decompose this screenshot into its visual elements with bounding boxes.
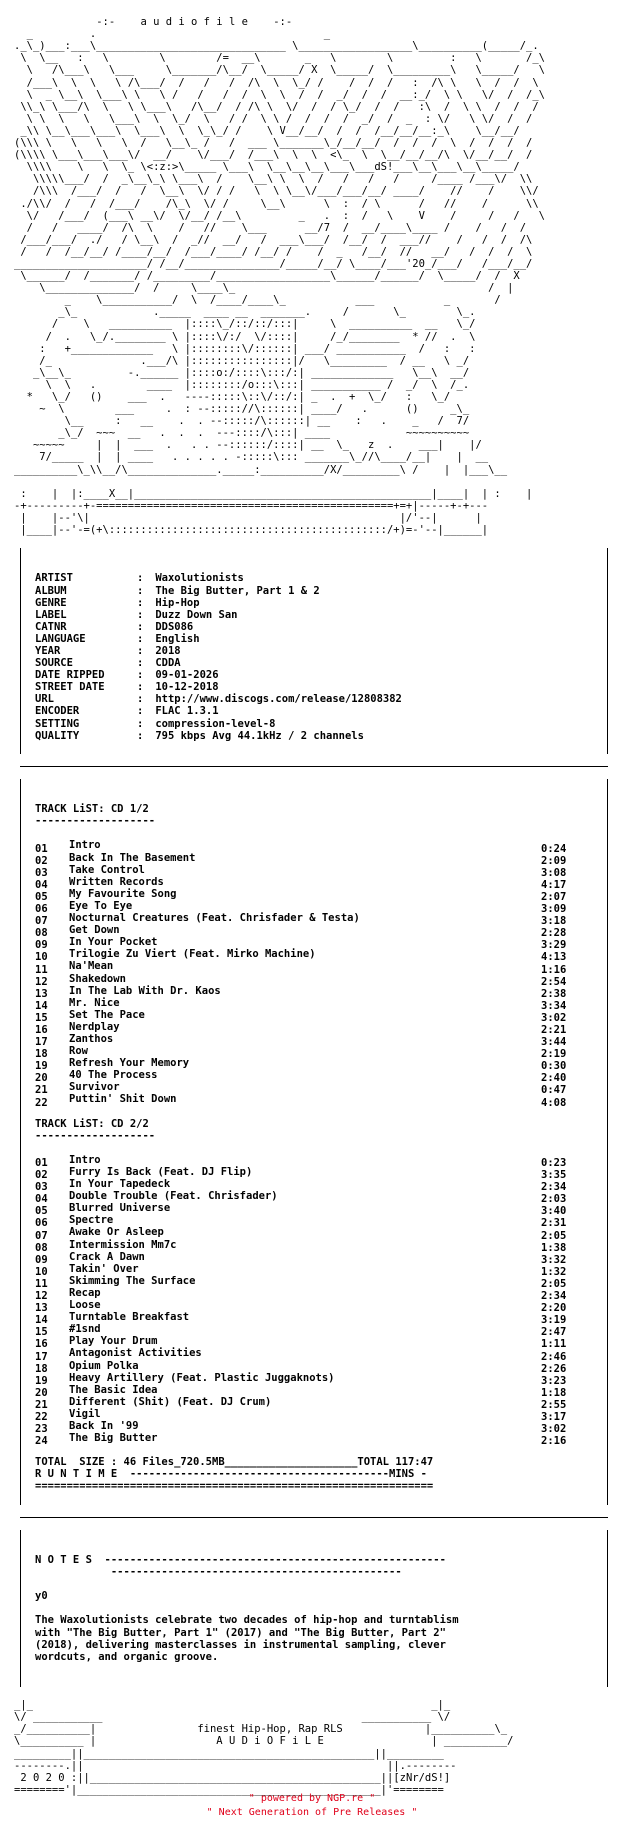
track-title: The Basic Idea <box>69 1383 158 1396</box>
track-number: 20 <box>35 1386 48 1399</box>
notes-line: (2018), delivering masterclasses in instrumental sampling, clever <box>35 1638 446 1651</box>
track-number: 15 <box>35 1011 48 1024</box>
track-title: Takin' Over <box>69 1262 139 1275</box>
track-title: My Favourite Song <box>69 887 177 900</box>
bottom-brand: A U D i O F i L E <box>216 1735 324 1748</box>
track-row <box>35 1262 593 1278</box>
track-title: Turntable Breakfast <box>69 1311 190 1324</box>
track-number: 12 <box>35 1290 48 1303</box>
track-title: Different (Shit) (Feat. DJ Crum) <box>69 1395 272 1408</box>
track-title: Heavy Artillery (Feat. Plastic Juggaknots) <box>69 1371 335 1384</box>
track-number: 01 <box>35 1157 48 1169</box>
track-number: 12 <box>35 975 48 988</box>
info-row <box>35 645 593 657</box>
track-row <box>35 960 593 976</box>
track-number: 24 <box>35 1435 48 1448</box>
track-row <box>35 1081 593 1097</box>
track-number: 04 <box>35 1193 48 1206</box>
bottom-credit: [zNr/dS!] <box>393 1771 451 1784</box>
info-row <box>35 681 593 693</box>
track-title: Double Trouble (Feat. Chrisfader) <box>69 1190 278 1203</box>
track-row <box>35 1057 593 1073</box>
track-duration: 4:08 <box>541 1096 567 1109</box>
track-title: Skimming The Surface <box>69 1274 196 1287</box>
info-value: Hip-Hop <box>155 596 200 609</box>
ascii-art-header: -:- a u d i o f i l e -:- _ . _ ._\_)___:___\______________________________ \__________________\__________(_____/_. \ \__ : \ \ /= __\ _ \ \ : \ /_\ \ /\___\ \___ \_______/\__/ \_____/ X \_____/ \_________\ \_____/ \ /___\ \ \ \ /\___/ / / / /\ \ \_/ / / / / : /\ \ \ / / \ \ _ \__\ \___\ \ \ / / / / \ \ / / _/ / / __:_/ \ \ \/ / /_\ \\_\ \___/\ \ \ \___\ /\__/ / /\ \ \/ / / \_/ / / :\ / \ \ / / / \ \ \ \ \___\ \ \_/ \ / / \ \ / / / / _/ / _ : \/ \ \/ / / _\\ \__\___\___\ \___\ \ \_\_/ / \ V__/__/ / / /__/__/__:_\ \__/__/ (\\\ \ \ \ \ / \__\_ / / ___ \_______\_/__/__/ / / / \ / / / / (\\\\ \___\___\___\/ __/ \/___/ /___\ \ \ <\_ \ \__/__/__/\ \/__/__/ / \\\\ \ \ \_ \<:z:>\_____ \___\ \__\__\__\___\___dS!___\__\___\__\_____/ \\\\\___/ / _\__\_\ \___\ / \__\ \ \ / / / / /____ /___\/ \\ /\\\ /___/ / / \__\ \/ / / \ \ \__\/___/___/__/ ____/ // / \\/ ./\\/ / / /___/ /\_\ \/ / \__\ \ : / \ / // / \\ \/ /___/ (___\ __\/ \/__/ /__\ _ . : / \ V / / / \ / / ____/ /\ \ / // \___ __/7 / __/____\____ / / / / /___/___/ ./ / \__\ / _// __/ / ___\___/ /__/ / ___// / / / /\ / / /__/__/ /____/__/ /___/____/ /__/ / / _ /__/ // __/ / / / \ _____________________/ /__/_______________/_____/__/ \____/___'20_/___/ /___/__/ \______/ /_______/ /_________/__________________\______/______/ \_____/ / X \______________/ / \____\_ / | _ \___________/ \ /____/____\_ ___ _ / _\_ ._____ ____ __ _______. / \_ \_. / \ __________ |::::\_/::/::/:::| \ __________ __ \_/ / . \_/.________ \ |::::\/:/ \/::::| /_/________ * // . \ : +_____________ \ |::::::::\/::::::| ___/ ___________ / : : /_ .___/\ |::::::::::::::::|/ \_________ / __ \ _/ _\__\_ -.______ |::::o:/::::\:::/:| _____________ \__\ __/ \ \ . ____ |::::::::/o:::\:::| ___________ / _/ \ /_. * \_/ () ___ . ----:::::\::\/::/:| _ . + \_/ : \_/ ~ \ ___ . : --::::://\::::::| ____/ . () _\_ \__ : __ . . --:::::/\::::::| __ : . _ / 7/ _\_/ ~~~ __ . . . ---::::/\:::| ____ ~~~~~~~~~~ ~~~~~ | | ___ . . . --::::::/::::| __ \_ z . ___| |/ 7/_____ | | ____ . . . . . -:::::\::: _______\_//\____/__| | __ __________\_\\__/\______________._____:__________/X/_________\ / | |___\__ <box>14 16 558 476</box>
track-duration: 2:20 <box>541 1302 567 1315</box>
track-duration: 3:02 <box>541 1423 567 1436</box>
info-separator: : <box>137 620 144 633</box>
track-title: Antagonist Activities <box>69 1347 202 1360</box>
track-number: 17 <box>35 1350 48 1363</box>
track-duration: 3:40 <box>541 1205 567 1218</box>
track-row <box>35 1383 593 1399</box>
track-number: 16 <box>35 1023 48 1036</box>
track-number: 11 <box>35 1277 48 1290</box>
track-number: 03 <box>35 866 48 879</box>
info-separator: : <box>137 572 144 585</box>
track-title: In Your Tapedeck <box>69 1178 171 1191</box>
info-value: CDDA <box>155 657 181 670</box>
info-key: ARTIST <box>35 572 73 585</box>
track-title: Get Down <box>69 924 120 937</box>
info-row <box>35 597 593 609</box>
track-row <box>35 1178 593 1194</box>
track-row <box>35 863 593 879</box>
track-number: 06 <box>35 1217 48 1230</box>
track-row <box>35 1419 593 1436</box>
track-number: 14 <box>35 1314 48 1327</box>
track-number: 21 <box>35 1398 48 1411</box>
track-number: 07 <box>35 915 48 928</box>
runtime-rule: =============================================================== <box>35 1480 434 1493</box>
track-number: 13 <box>35 987 48 1000</box>
track-number: 19 <box>35 1374 48 1387</box>
runtime-line: R U N T I M E -----------------------------------------MINS - <box>35 1468 427 1481</box>
track-duration: 1:18 <box>541 1386 567 1399</box>
info-separator: : <box>137 644 144 657</box>
info-value: 2018 <box>155 644 181 657</box>
track-title: Zanthos <box>69 1032 114 1045</box>
info-key: QUALITY <box>35 729 80 742</box>
track-title: Take Control <box>69 863 145 876</box>
track-number: 13 <box>35 1302 48 1315</box>
info-list <box>35 572 593 741</box>
track-title: Mr. Nice <box>69 996 120 1009</box>
track-row <box>35 1395 593 1411</box>
track-duration: 2:31 <box>541 1217 567 1230</box>
cd1-heading-underline: ------------------- <box>35 815 156 828</box>
track-title: Nerdplay <box>69 1020 120 1033</box>
cd1-track-list <box>35 839 593 1109</box>
info-row <box>35 633 593 645</box>
track-title: In The Lab With Dr. Kaos <box>69 984 221 997</box>
info-row <box>35 621 593 633</box>
track-title: Crack A Dawn <box>69 1250 145 1263</box>
track-row <box>35 1371 593 1387</box>
track-row <box>35 1032 593 1049</box>
footer-line-1: " powered by NGP.re " <box>248 1793 376 1804</box>
track-duration: 3:44 <box>541 1036 567 1049</box>
track-title: Opium Polka <box>69 1359 139 1372</box>
track-row <box>35 1020 593 1036</box>
track-duration: 3:34 <box>541 999 567 1012</box>
track-title: Play Your Drum <box>69 1335 158 1348</box>
track-row <box>35 1045 593 1061</box>
track-duration: 3:02 <box>541 1011 567 1024</box>
track-title: Survivor <box>69 1081 120 1094</box>
track-number: 03 <box>35 1181 48 1194</box>
info-row <box>35 718 593 730</box>
track-number: 04 <box>35 878 48 891</box>
track-duration: 2:34 <box>541 1290 567 1303</box>
track-title: Loose <box>69 1299 101 1312</box>
track-row <box>35 972 593 988</box>
track-duration: 2:47 <box>541 1326 567 1339</box>
track-number: 10 <box>35 1265 48 1278</box>
track-title: Trilogie Zu Viert (Feat. Mirko Machine) <box>69 948 316 961</box>
track-number: 20 <box>35 1072 48 1085</box>
track-row <box>35 1311 593 1327</box>
track-duration: 2:05 <box>541 1277 567 1290</box>
track-number: 15 <box>35 1326 48 1339</box>
track-title: Nocturnal Creatures (Feat. Chrisfader & Testa) <box>69 912 360 925</box>
track-duration: 2:38 <box>541 987 567 1000</box>
info-row <box>35 730 593 742</box>
track-duration: 2:16 <box>541 1435 567 1448</box>
track-number: 14 <box>35 999 48 1012</box>
info-separator: : <box>137 669 144 682</box>
track-row <box>35 1202 593 1218</box>
cd1-heading: TRACK LiST: CD 1/2 <box>35 803 149 816</box>
info-key: SETTING <box>35 717 80 730</box>
track-title: Furry Is Back (Feat. DJ Flip) <box>69 1166 253 1178</box>
track-duration: 2:19 <box>541 1048 567 1061</box>
track-title: Blurred Universe <box>69 1202 171 1215</box>
track-title: 40 The Process <box>69 1069 158 1082</box>
track-duration: 0:30 <box>541 1060 567 1073</box>
info-value: Waxolutionists <box>155 572 244 585</box>
track-title: Intermission Mm7c <box>69 1238 177 1251</box>
track-number: 08 <box>35 1241 48 1254</box>
info-key: STREET DATE <box>35 681 105 694</box>
track-duration: 3:23 <box>541 1374 567 1387</box>
info-row <box>35 609 593 621</box>
total-size-line: TOTAL SIZE : 46 Files_720.5MB_____________________TOTAL 117:47 <box>35 1456 434 1469</box>
track-number: 05 <box>35 890 48 903</box>
info-key: SOURCE <box>35 657 73 670</box>
track-number: 09 <box>35 1253 48 1266</box>
info-value: FLAC 1.3.1 <box>155 705 219 718</box>
track-number: 21 <box>35 1084 48 1097</box>
track-row <box>35 875 593 891</box>
tracklist-section <box>20 779 608 1505</box>
notes-greeting: y0 <box>35 1590 48 1603</box>
bottom-tagline: finest Hip-Hop, Rap RLS <box>197 1723 343 1736</box>
track-row <box>35 1166 593 1182</box>
info-separator: : <box>137 608 144 621</box>
info-value: DDS086 <box>155 620 194 633</box>
track-title: Refresh Your Memory <box>69 1057 190 1070</box>
track-duration: 2:40 <box>541 1072 567 1085</box>
track-duration: 4:13 <box>541 951 567 964</box>
notes-heading: N O T E S ------------------------------------------------------ <box>35 1554 446 1566</box>
info-key: DATE RIPPED <box>35 669 105 682</box>
track-row <box>35 1238 593 1254</box>
track-row <box>35 1432 593 1448</box>
track-duration: 3:17 <box>541 1410 567 1423</box>
info-separator: : <box>137 632 144 645</box>
track-row <box>35 984 593 1000</box>
info-separator: : <box>137 657 144 670</box>
track-duration: 3:09 <box>541 903 567 916</box>
track-duration: 4:17 <box>541 878 567 891</box>
info-value: Duzz Down San <box>155 608 238 621</box>
track-number: 08 <box>35 927 48 940</box>
track-duration: 0:47 <box>541 1084 567 1097</box>
track-number: 10 <box>35 951 48 964</box>
info-row <box>35 572 593 584</box>
track-duration: 2:26 <box>541 1362 567 1375</box>
track-row <box>35 1250 593 1266</box>
track-number: 23 <box>35 1423 48 1436</box>
track-duration: 2:46 <box>541 1350 567 1363</box>
track-title: Eye To Eye <box>69 899 133 912</box>
track-duration: 2:09 <box>541 854 567 867</box>
track-row <box>35 887 593 903</box>
track-duration: 1:32 <box>541 1265 567 1278</box>
track-row <box>35 1008 593 1024</box>
track-title: Puttin' Shit Down <box>69 1093 177 1106</box>
info-separator: : <box>137 705 144 718</box>
info-separator: : <box>137 717 144 730</box>
track-duration: 3:18 <box>541 915 567 928</box>
track-title: Written Records <box>69 875 164 888</box>
track-number: 17 <box>35 1036 48 1049</box>
track-duration: 0:24 <box>541 842 567 855</box>
info-value: 795 kbps Avg 44.1kHz / 2 channels <box>155 729 364 742</box>
info-row <box>35 693 593 705</box>
track-duration: 0:23 <box>541 1157 567 1169</box>
notes-text <box>35 1614 593 1662</box>
track-duration: 2:55 <box>541 1398 567 1411</box>
track-row <box>35 1347 593 1363</box>
info-key: LANGUAGE <box>35 632 86 645</box>
track-duration: 1:16 <box>541 963 567 976</box>
notes-line: The Waxolutionists celebrate two decades of hip-hop and turntablism <box>35 1614 459 1627</box>
info-key: ALBUM <box>35 584 67 597</box>
track-number: 22 <box>35 1410 48 1423</box>
track-duration: 2:07 <box>541 890 567 903</box>
track-row <box>35 1335 593 1351</box>
track-title: Spectre <box>69 1214 114 1227</box>
track-title: Na'Mean <box>69 960 114 973</box>
track-row <box>35 996 593 1012</box>
track-duration: 2:34 <box>541 1181 567 1194</box>
track-duration: 2:54 <box>541 975 567 988</box>
track-row <box>35 948 593 964</box>
track-title: Recap <box>69 1286 101 1299</box>
info-value: http://www.discogs.com/release/12808382 <box>155 693 402 706</box>
track-duration: 1:11 <box>541 1338 567 1351</box>
track-title: #1snd <box>69 1323 101 1336</box>
info-value: 10-12-2018 <box>155 681 219 694</box>
track-row <box>35 1226 593 1242</box>
art-year-tag: '20 <box>405 257 425 270</box>
track-duration: 3:32 <box>541 1253 567 1266</box>
divider <box>20 766 608 767</box>
track-title: Shakedown <box>69 972 126 985</box>
notes-section <box>20 1530 608 1687</box>
track-title: Vigil <box>69 1407 101 1420</box>
track-title: Back In The Basement <box>69 851 196 864</box>
track-number: 06 <box>35 903 48 916</box>
track-row <box>35 1214 593 1230</box>
divider <box>20 1517 608 1518</box>
track-title: Intro <box>69 839 101 852</box>
info-separator: : <box>137 584 144 597</box>
track-row <box>35 1323 593 1339</box>
notes-heading-rule: ---------------------------------------------- <box>35 1566 402 1579</box>
footer-line-2: " Next Generation of Pre Releases " <box>206 1807 418 1818</box>
track-number: 07 <box>35 1229 48 1242</box>
track-number: 22 <box>35 1096 48 1109</box>
info-row <box>35 669 593 681</box>
track-number: 19 <box>35 1060 48 1073</box>
track-duration: 3:19 <box>541 1314 567 1327</box>
track-duration: 3:35 <box>541 1169 567 1182</box>
track-title: The Big Butter <box>69 1432 158 1445</box>
track-number: 02 <box>35 1169 48 1182</box>
track-row <box>35 1407 593 1423</box>
info-separator: : <box>137 693 144 706</box>
track-duration: 2:28 <box>541 927 567 940</box>
track-row <box>35 1069 593 1085</box>
info-key: ENCODER <box>35 705 80 718</box>
info-value: The Big Butter, Part 1 & 2 <box>155 584 320 597</box>
track-duration: 3:29 <box>541 939 567 952</box>
track-duration: 2:05 <box>541 1229 567 1242</box>
info-section <box>20 548 608 754</box>
track-row <box>35 839 593 855</box>
info-value: compression-level-8 <box>155 717 276 730</box>
track-row <box>35 1299 593 1315</box>
track-row <box>35 1359 593 1375</box>
track-title: Awake Or Asleep <box>69 1226 164 1239</box>
info-value: 09-01-2026 <box>155 669 219 682</box>
track-number: 05 <box>35 1205 48 1218</box>
track-number: 18 <box>35 1362 48 1375</box>
track-row <box>35 936 593 952</box>
track-row <box>35 1286 593 1303</box>
track-title: Intro <box>69 1153 101 1166</box>
track-number: 02 <box>35 854 48 867</box>
track-duration: 3:08 <box>541 866 567 879</box>
header-title: -:- a u d i o f i l e -:- <box>96 16 293 29</box>
track-title: Row <box>69 1045 88 1058</box>
track-number: 09 <box>35 939 48 952</box>
track-number: 11 <box>35 963 48 976</box>
track-row <box>35 1093 593 1109</box>
info-key: URL <box>35 693 54 706</box>
cd2-heading-underline: ------------------- <box>35 1129 156 1142</box>
track-row <box>35 899 593 916</box>
track-row <box>35 912 593 928</box>
info-key: YEAR <box>35 644 61 657</box>
track-title: Back In '99 <box>69 1419 139 1432</box>
info-separator: : <box>137 681 144 694</box>
track-title: In Your Pocket <box>69 936 158 949</box>
info-separator: : <box>137 596 144 609</box>
info-key: LABEL <box>35 608 67 621</box>
info-key: CATNR <box>35 620 67 633</box>
track-duration: 2:21 <box>541 1023 567 1036</box>
track-duration: 1:38 <box>541 1241 567 1254</box>
track-number: 01 <box>35 842 48 855</box>
info-key: GENRE <box>35 596 67 609</box>
track-row <box>35 1274 593 1290</box>
cd2-heading: TRACK LiST: CD 2/2 <box>35 1117 149 1130</box>
track-row <box>35 1153 593 1169</box>
frame-top: : | |:____X__|_______________________________________________|____| | : | -+---------+-===============================================+=+|-----+-+--- | |--'\| |/'--| | |____|--'-=(+\::::::::::::::::::::::::::::::::::::::::::::/+)=-'--|______| <box>14 487 533 537</box>
track-row <box>35 1190 593 1206</box>
info-row <box>35 705 593 717</box>
track-row <box>35 924 593 940</box>
info-row <box>35 585 593 597</box>
notes-line: wordcuts, and organic groove. <box>35 1650 219 1663</box>
frame-bottom: _|_ _|_ \/ ___________ ___________ \/ _/__________| finest Hip-Hop, Rap RLS |__________\_ \__________ | A U D i O F i L E | __________/ _________||______________________________________________||_________ --------.|| ||.-------- 2 0 2 0 :||______________________________________________||[zNr/dS!] ========'|________________________________________________|'======== <box>14 1699 514 1796</box>
info-value: English <box>155 632 200 645</box>
track-number: 18 <box>35 1048 48 1061</box>
info-row <box>35 657 593 669</box>
notes-line: with "The Big Butter, Part 1" (2017) and "The Big Butter, Part 2" <box>35 1626 446 1639</box>
track-title: Set The Pace <box>69 1008 145 1021</box>
info-separator: : <box>137 729 144 742</box>
nfo-document <box>14 4 614 1808</box>
track-row <box>35 851 593 867</box>
cd2-track-list <box>35 1153 593 1448</box>
bottom-year: 2 0 2 0 <box>20 1771 65 1784</box>
footer <box>0 1792 624 1820</box>
track-duration: 2:03 <box>541 1193 567 1206</box>
art-group-tag: dS! <box>374 161 394 174</box>
track-number: 16 <box>35 1338 48 1351</box>
